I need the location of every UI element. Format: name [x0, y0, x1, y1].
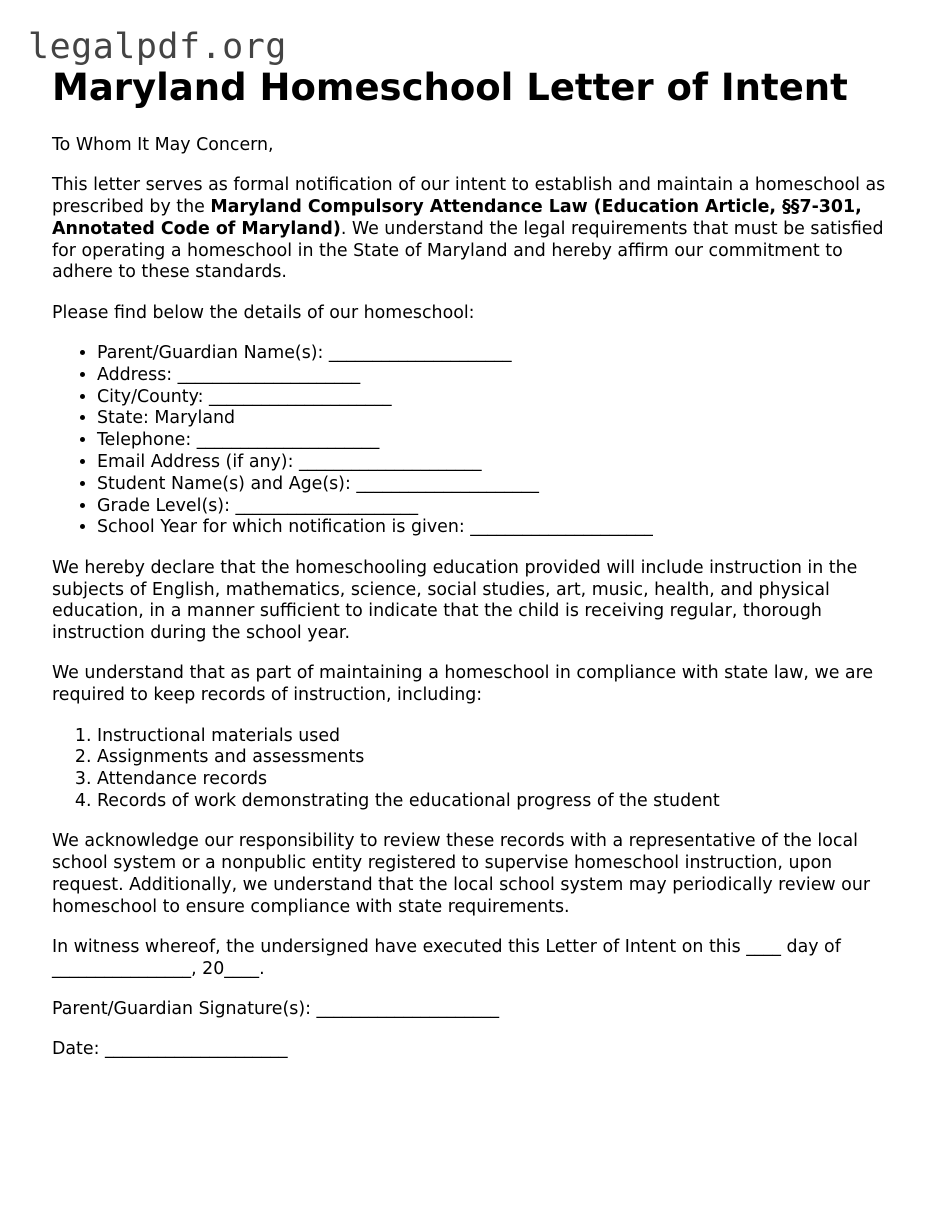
letter-document — [52, 64, 892, 1080]
details-intro: Please find below the details of our homeschool: — [52, 302, 475, 323]
salutation: To Whom It May Concern, — [52, 135, 274, 155]
intro-text-after: . We understand the legal requirements that must be satisfied for operating a homeschool in the State of Maryland and hereby affirm our commitment to adhere to these standards. — [52, 218, 884, 283]
intro-paragraph — [52, 175, 892, 284]
detail-school-year: • School Year for which notification is given: _____________________ — [97, 517, 892, 539]
record-item: 2. Assignments and assessments — [97, 747, 892, 769]
detail-student-names: • Student Name(s) and Age(s): _____________________ — [97, 474, 892, 496]
acknowledgement-paragraph: We acknowledge our responsibility to review these records with a representative of the local school system or a nonpublic entity registered to supervise homeschool instruction, upon request. Additionally, we understand that the local school system may periodically review our homeschool to ensure compliance with state requirements. — [52, 831, 870, 917]
records-intro: We understand that as part of maintaining a homeschool in compliance with state law, we are required to keep records of instruction, including: — [52, 663, 874, 706]
records-list — [52, 726, 892, 813]
detail-email: • Email Address (if any): _____________________ — [97, 452, 892, 474]
detail-address: • Address: _____________________ — [97, 365, 892, 387]
detail-state: • State: Maryland — [97, 408, 892, 430]
record-item: 1. Instructional materials used — [97, 726, 892, 748]
detail-parent-name: • Parent/Guardian Name(s): _____________________ — [97, 343, 892, 365]
record-item: 3. Attendance records — [97, 769, 892, 791]
intro-text-before: This letter serves as formal notification of our intent to establish and maintain a homeschool as prescribed by the — [52, 175, 886, 218]
date-line: Date: _____________________ — [52, 1039, 288, 1060]
watermark-logo: legalpdf.org — [28, 27, 287, 67]
detail-grade-levels: • Grade Level(s): _____________________ — [97, 496, 892, 518]
details-list — [52, 343, 892, 539]
record-item: 4. Records of work demonstrating the educational progress of the student — [97, 791, 892, 813]
detail-telephone: • Telephone: _____________________ — [97, 430, 892, 452]
law-citation: Maryland Compulsory Attendance Law (Education Article, §§7-301, Annotated Code of Maryland) — [52, 197, 862, 239]
signature-line: Parent/Guardian Signature(s): _____________________ — [52, 999, 500, 1019]
witness-paragraph: In witness whereof, the undersigned have executed this Letter of Intent on this ____ day of ________________, 20____. — [52, 936, 841, 979]
detail-city-county: • City/County: _____________________ — [97, 387, 892, 409]
declaration-paragraph: We hereby declare that the homeschooling education provided will include instruction in the subjects of English, mathematics, science, social studies, art, music, health, and physical education, in a manner sufficient to indicate that the child is receiving regular, thorough instruction during the school year. — [52, 557, 858, 644]
document-title: Maryland Homeschool Letter of Intent — [52, 66, 848, 109]
